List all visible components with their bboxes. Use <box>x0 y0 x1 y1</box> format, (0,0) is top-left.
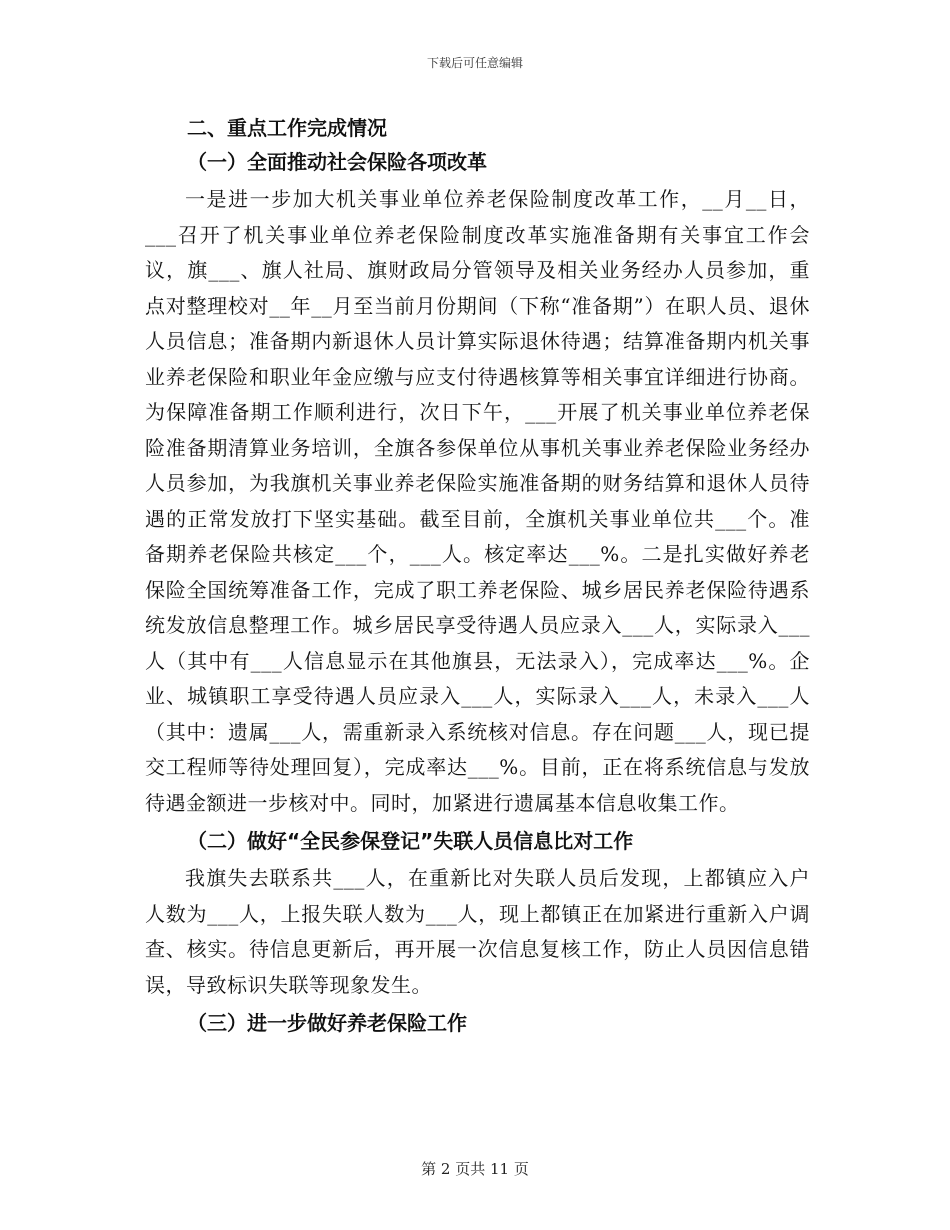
subsection-heading-1: （一）全面推动社会保险各项改革 <box>187 150 487 174</box>
page-header: 下载后可任意编辑 <box>426 56 523 70</box>
document-body <box>145 104 810 1043</box>
subsection-heading-2: （二）做好“全民参保登记”失联人员信息比对工作 <box>187 829 634 853</box>
section-heading: 二、重点工作完成情况 <box>187 116 387 140</box>
subsection-heading-3: （三）进一步做好养老保险工作 <box>187 1011 467 1035</box>
paragraph-1: 一是进一步加大机关事业单位养老保险制度改革工作，__月__日，___召开了机关事业单位养老保险制度改革实施准备期有关事宜工作会议，旗___、旗人社局、旗财政局分管领导及相关业务经办人员参加，重点对整理校对__年__月至当前月份期间（下称“准备期”）在职人员、退休人员信息；准备期内新退休人员计算实际退休待遇；结算准备期内机关事业养老保险和职业年金应缴与应支付待遇核算等相关事宜详细进行协商。为保障准备期工作顺利进行，次日下午，___开展了机关事业单位养老保险准备期清算业务培训，全旗各参保单位从事机关事业养老保险业务经办人员参加，为我旗机关事业养老保险实施准备期的财务结算和退休人员待遇的正常发放打下坚实基础。截至目前，全旗机关事业单位共___个。准备期养老保险共核定___个，___人。核定率达___%。二是扎实做好养老保险全国统筹准备工作，完成了职工养老保险、城乡居民养老保险待遇系统发放信息整理工作。城乡居民享受待遇人员应录入___人，实际录入___人（其中有___人信息显示在其他旗县，无法录入），完成率达___%。企业、城镇职工享受待遇人员应录入___人，实际录入___人，未录入___人（其中：遗属___人，需重新录入系统核对信息。存在问题___人，现已提交工程师等待处理回复），完成率达___%。目前，正在将系统信息与发放待遇金额进一步核对中。同时，加紧进行遗属基本信息收集工作。 <box>145 187 810 815</box>
paragraph-2: 我旗失去联系共___人，在重新比对失联人员后发现，上都镇应入户人数为___人，上报失联人数为___人，现上都镇正在加紧进行重新入户调查、核实。待信息更新后，再开展一次信息复核工作，防止人员因信息错误，导致标识失联等现象发生。 <box>145 866 810 997</box>
page-number: 第 2 页共 11 页 <box>421 1160 529 1178</box>
